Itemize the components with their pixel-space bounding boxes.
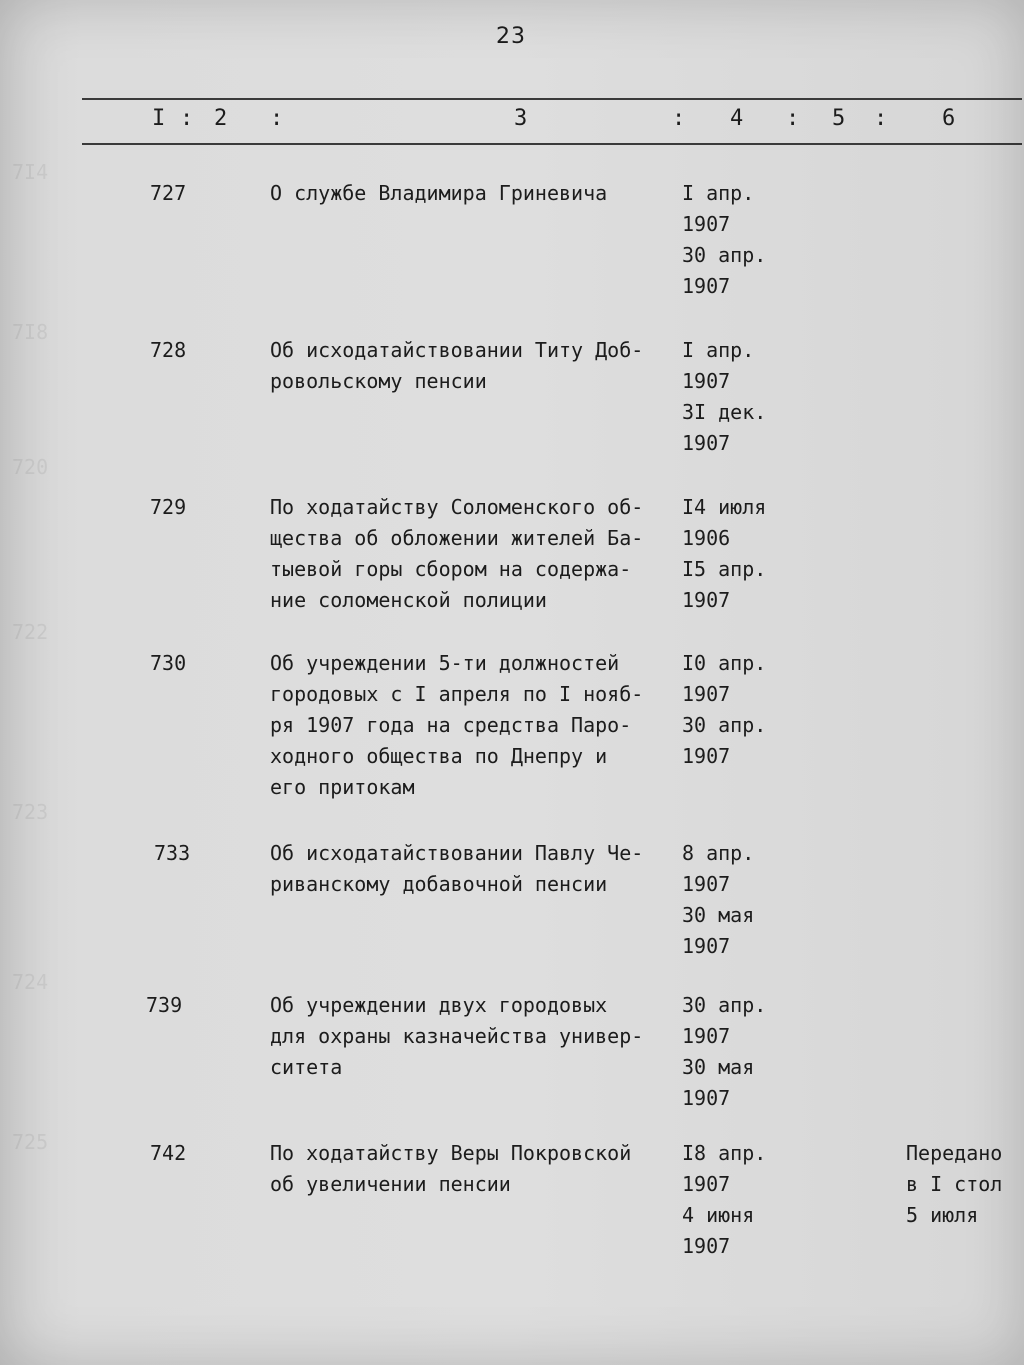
entry-date-line: I0 апр. [682, 651, 767, 675]
entry-note-line: Передано [906, 1141, 1003, 1165]
bleed-through-number: 724 [12, 970, 49, 994]
column-header-5: 5 [832, 106, 846, 131]
bleed-through-number: 7I4 [12, 160, 49, 184]
entry-title-line: городовых с I апреля по I нояб- [270, 682, 644, 706]
entry-title-line: риванскому добавочной пенсии [270, 872, 608, 896]
entry-date-line: 1907 [682, 369, 731, 393]
entry-date-line: 1907 [682, 1024, 731, 1048]
entry-dates [682, 335, 766, 459]
entry-number: 742 [150, 1141, 187, 1165]
bleed-through-number: 722 [12, 620, 49, 644]
column-header-1: I [152, 106, 166, 131]
entry-date-line: 1907 [682, 872, 731, 896]
column-header-3: 3 [514, 106, 528, 131]
entry-title [270, 1138, 631, 1200]
entry-date-line: 1907 [682, 744, 731, 768]
column-header-6: 6 [942, 106, 956, 131]
bleed-through-number: 725 [12, 1130, 49, 1154]
entry-dates [682, 178, 766, 302]
entry-date-line: 8 апр. [682, 841, 755, 865]
entry-title [270, 990, 643, 1083]
entry-title-line: его притокам [270, 775, 415, 799]
entry-number: 729 [150, 495, 187, 519]
column-separator: : [270, 106, 284, 131]
entry-date-line: 30 мая [682, 903, 755, 927]
entry-date-line: 1907 [682, 682, 731, 706]
entry-number: 728 [150, 338, 187, 362]
entry-date-line: 4 июня [682, 1203, 755, 1227]
entry-title-line: ситета [270, 1055, 343, 1079]
entry-title [270, 648, 643, 803]
entry-title [270, 838, 643, 900]
bleed-through-number: 720 [12, 455, 49, 479]
entry-date-line: 30 мая [682, 1055, 755, 1079]
column-header-2: 2 [214, 106, 228, 131]
entry-date-line: 1907 [682, 588, 731, 612]
entry-date-line: I4 июля [682, 495, 767, 519]
column-header-4: 4 [730, 106, 744, 131]
entry-note [906, 1138, 1002, 1231]
entry-number: 730 [150, 651, 187, 675]
entry-number: 733 [154, 841, 191, 865]
entry-title-line: для охраны казначейства универ- [270, 1024, 644, 1048]
page-number: 23 [496, 24, 526, 49]
entry-title [270, 492, 643, 616]
entry-date-line: I8 апр. [682, 1141, 767, 1165]
bleed-through-number: 7I8 [12, 320, 49, 344]
entry-date-line: 1907 [682, 934, 731, 958]
bleed-through-number: 723 [12, 800, 49, 824]
entry-date-line: 30 апр. [682, 993, 767, 1017]
entry-dates [682, 648, 766, 772]
entry-date-line: 1907 [682, 212, 731, 236]
entry-date-line: 1907 [682, 1234, 731, 1258]
entry-date-line: 1907 [682, 274, 731, 298]
entry-title-line: По ходатайству Веры Покровской [270, 1141, 632, 1165]
entry-dates [682, 990, 766, 1114]
entry-title-line: щества об обложении жителей Ба- [270, 526, 644, 550]
entry-dates [682, 1138, 766, 1262]
entry-date-line: 3I дек. [682, 400, 767, 424]
entry-date-line: 1907 [682, 1086, 731, 1110]
entry-title-line: О службе Владимира Гриневича [270, 181, 608, 205]
entry-title [270, 335, 643, 397]
entry-title-line: ровольскому пенсии [270, 369, 487, 393]
column-separator: : [874, 106, 888, 131]
entry-note-line: 5 июля [906, 1203, 979, 1227]
header-rule-bottom [82, 143, 1022, 145]
entry-title-line: Об учреждении 5-ти должностей [270, 651, 620, 675]
entry-title-line: об увеличении пенсии [270, 1172, 511, 1196]
entry-dates [682, 492, 766, 616]
entry-number: 727 [150, 181, 187, 205]
entry-date-line: I апр. [682, 338, 755, 362]
entry-title [270, 178, 607, 209]
header-rule-top [82, 98, 1022, 100]
entry-dates [682, 838, 754, 962]
entry-date-line: 1906 [682, 526, 731, 550]
column-separator: : [786, 106, 800, 131]
entry-title-line: ходного общества по Днепру и [270, 744, 608, 768]
entry-date-line: 1907 [682, 431, 731, 455]
entry-date-line: 1907 [682, 1172, 731, 1196]
entry-title-line: По ходатайству Соломенского об- [270, 495, 644, 519]
entry-title-line: ние соломенской полиции [270, 588, 547, 612]
entry-date-line: I5 апр. [682, 557, 767, 581]
entry-date-line: 30 апр. [682, 713, 767, 737]
entry-note-line: в I стол [906, 1172, 1003, 1196]
entry-title-line: Об учреждении двух городовых [270, 993, 608, 1017]
entry-number: 739 [146, 993, 183, 1017]
column-separator: : [672, 106, 686, 131]
entry-title-line: Об исходатайствовании Павлу Че- [270, 841, 644, 865]
entry-title-line: Об исходатайствовании Титу Доб- [270, 338, 644, 362]
entry-date-line: 30 апр. [682, 243, 767, 267]
entry-date-line: I апр. [682, 181, 755, 205]
column-separator: : [180, 106, 194, 131]
entry-title-line: тыевой горы сбором на содержа- [270, 557, 632, 581]
entry-title-line: ря 1907 года на средства Паро- [270, 713, 632, 737]
